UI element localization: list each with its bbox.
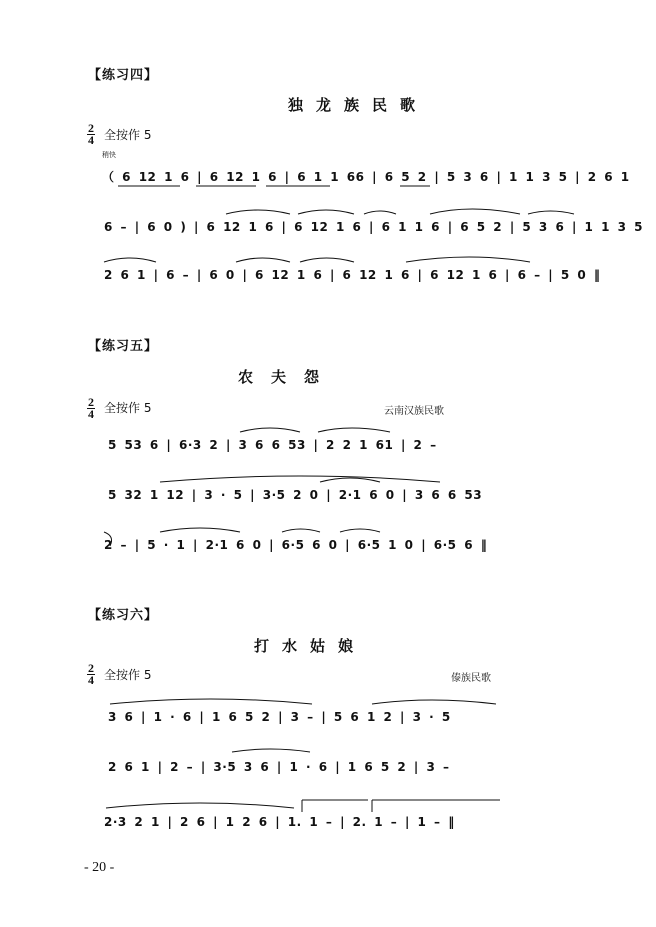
time-signature-6 xyxy=(86,663,96,686)
time-sig-bottom: 4 xyxy=(88,673,94,687)
time-sig-top: 2 xyxy=(88,121,94,135)
song-title-5: 农夫怨 xyxy=(238,368,338,386)
time-signature-4 xyxy=(86,123,96,146)
tempo-mark-4: 稍快 xyxy=(102,151,116,159)
fingering-4: 全按作 5 xyxy=(104,128,152,142)
song-title-6: 打水姑娘 xyxy=(254,637,367,655)
notation-line-6-2: 2 6 1 | 2 – | 3·5 3 6 | 1 · 6 | 1 6 5 2 | 3 – xyxy=(108,760,450,774)
fingering-5: 全按作 5 xyxy=(104,401,152,415)
notation-line-6-1: 3 6 | 1 · 6 | 1 6 5 2 | 3 – | 5 6 1 2 | 3 · 5 xyxy=(108,710,451,724)
page-number: - 20 - xyxy=(84,860,115,875)
notation-line-5-1: 5 53 6 | 6·3 2 | 3 6 6 53 | 2 2 1 61 | 2 – xyxy=(108,438,437,452)
notation-line-4-3: 2 6 1 | 6 – | 6 0 | 6 12 1 6 | 6 12 1 6 | 6 12 1 6 | 6 – | 5 0 ‖ xyxy=(104,268,601,282)
time-sig-bottom: 4 xyxy=(88,407,94,421)
notation-line-4-1: （ 6 12 1 6 | 6 12 1 6 | 6 1 1 66 | 6 5 2 | 5 3 6 | 1 1 3 5 | 2 6 1 xyxy=(102,170,630,184)
time-signature-5 xyxy=(86,397,96,420)
time-sig-top: 2 xyxy=(88,395,94,409)
song-title-4: 独龙族民歌 xyxy=(288,96,429,114)
fingering-6: 全按作 5 xyxy=(104,668,152,682)
notation-line-4-2: 6 – | 6 0 ) | 6 12 1 6 | 6 12 1 6 | 6 1 1 6 | 6 5 2 | 5 3 6 | 1 1 3 5 xyxy=(104,220,643,234)
notation-line-5-2: 5 32 1 12 | 3 · 5 | 3·5 2 0 | 2·1 6 0 | 3 6 6 53 xyxy=(108,488,483,502)
notation-line-6-3: 2·3 2 1 | 2 6 | 1 2 6 | 1. 1 – | 2. 1 – | 1 – ‖ xyxy=(104,815,455,829)
notation-line-5-3: 2 – | 5 · 1 | 2·1 6 0 | 6·5 6 0 | 6·5 1 0 | 6·5 6 ‖ xyxy=(104,538,488,552)
time-sig-bottom: 4 xyxy=(88,133,94,147)
time-sig-top: 2 xyxy=(88,661,94,675)
section-label-4: 【练习四】 xyxy=(88,68,159,83)
song-origin-6: 傣族民歌 xyxy=(451,673,491,684)
section-label-5: 【练习五】 xyxy=(88,339,159,354)
song-origin-5: 云南汉族民歌 xyxy=(384,406,444,417)
section-label-6: 【练习六】 xyxy=(88,608,159,623)
